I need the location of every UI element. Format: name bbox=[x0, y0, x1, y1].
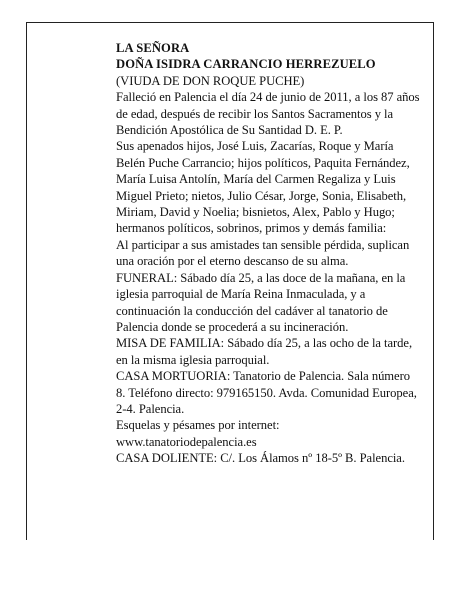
funeral-home-paragraph: CASA MORTUORIA: Tanatorio de Palencia. Sala número 8. Teléfono directo: 979165150. Avda. Comunidad Europea, 2-4. Palencia. bbox=[116, 369, 417, 416]
prayer-request-paragraph: Al participar a sus amistades tan sensible pérdida, suplican una oración por el eterno descanso de su alma. bbox=[116, 237, 410, 269]
condolences-paragraph: Esquelas y pésames por internet: www.tanatoriodepalencia.es bbox=[116, 418, 280, 449]
family-paragraph: Sus apenados hijos, José Luis, Zacarías, Roque y María Belén Puche Carrancio; hijos políticos, Paquita Fernández, María Luisa Antolín, María del Carmen Regaliza y Luis Miguel Prieto; nietos, Julio César, Jorge, Sonia, Elisabeth, Miriam, David y Noelia; bisnietos, Alex, Pablo y Hugo; hermanos políticos, sobrinos, primos y demás familia: bbox=[116, 139, 410, 236]
mourning-house-paragraph: CASA DOLIENTE: C/. Los Álamos nº 18-5º B. Palencia. bbox=[116, 451, 405, 466]
honorific-heading: LA SEÑORA bbox=[116, 41, 190, 55]
death-paragraph: Falleció en Palencia el día 24 de junio de 2011, a los 87 años de edad, después de recibir los Santos Sacramentos y la Bendición Apostólica de Su Santidad D. E. P. bbox=[116, 90, 420, 138]
obituary-notice bbox=[116, 40, 421, 467]
widow-of-line: (VIUDA DE DON ROQUE PUCHE) bbox=[116, 73, 305, 88]
family-mass-paragraph: MISA DE FAMILIA: Sábado día 25, a las ocho de la tarde, en la misma iglesia parroquial. bbox=[116, 336, 413, 367]
funeral-paragraph: FUNERAL: Sábado día 25, a las doce de la mañana, en la iglesia parroquial de María Reina Inmaculada, y a continuación la conducción del cadáver al tanatorio de Palencia donde se procederá a su incineración. bbox=[116, 270, 406, 334]
deceased-name: DOÑA ISIDRA CARRANCIO HERREZUELO bbox=[116, 57, 376, 72]
